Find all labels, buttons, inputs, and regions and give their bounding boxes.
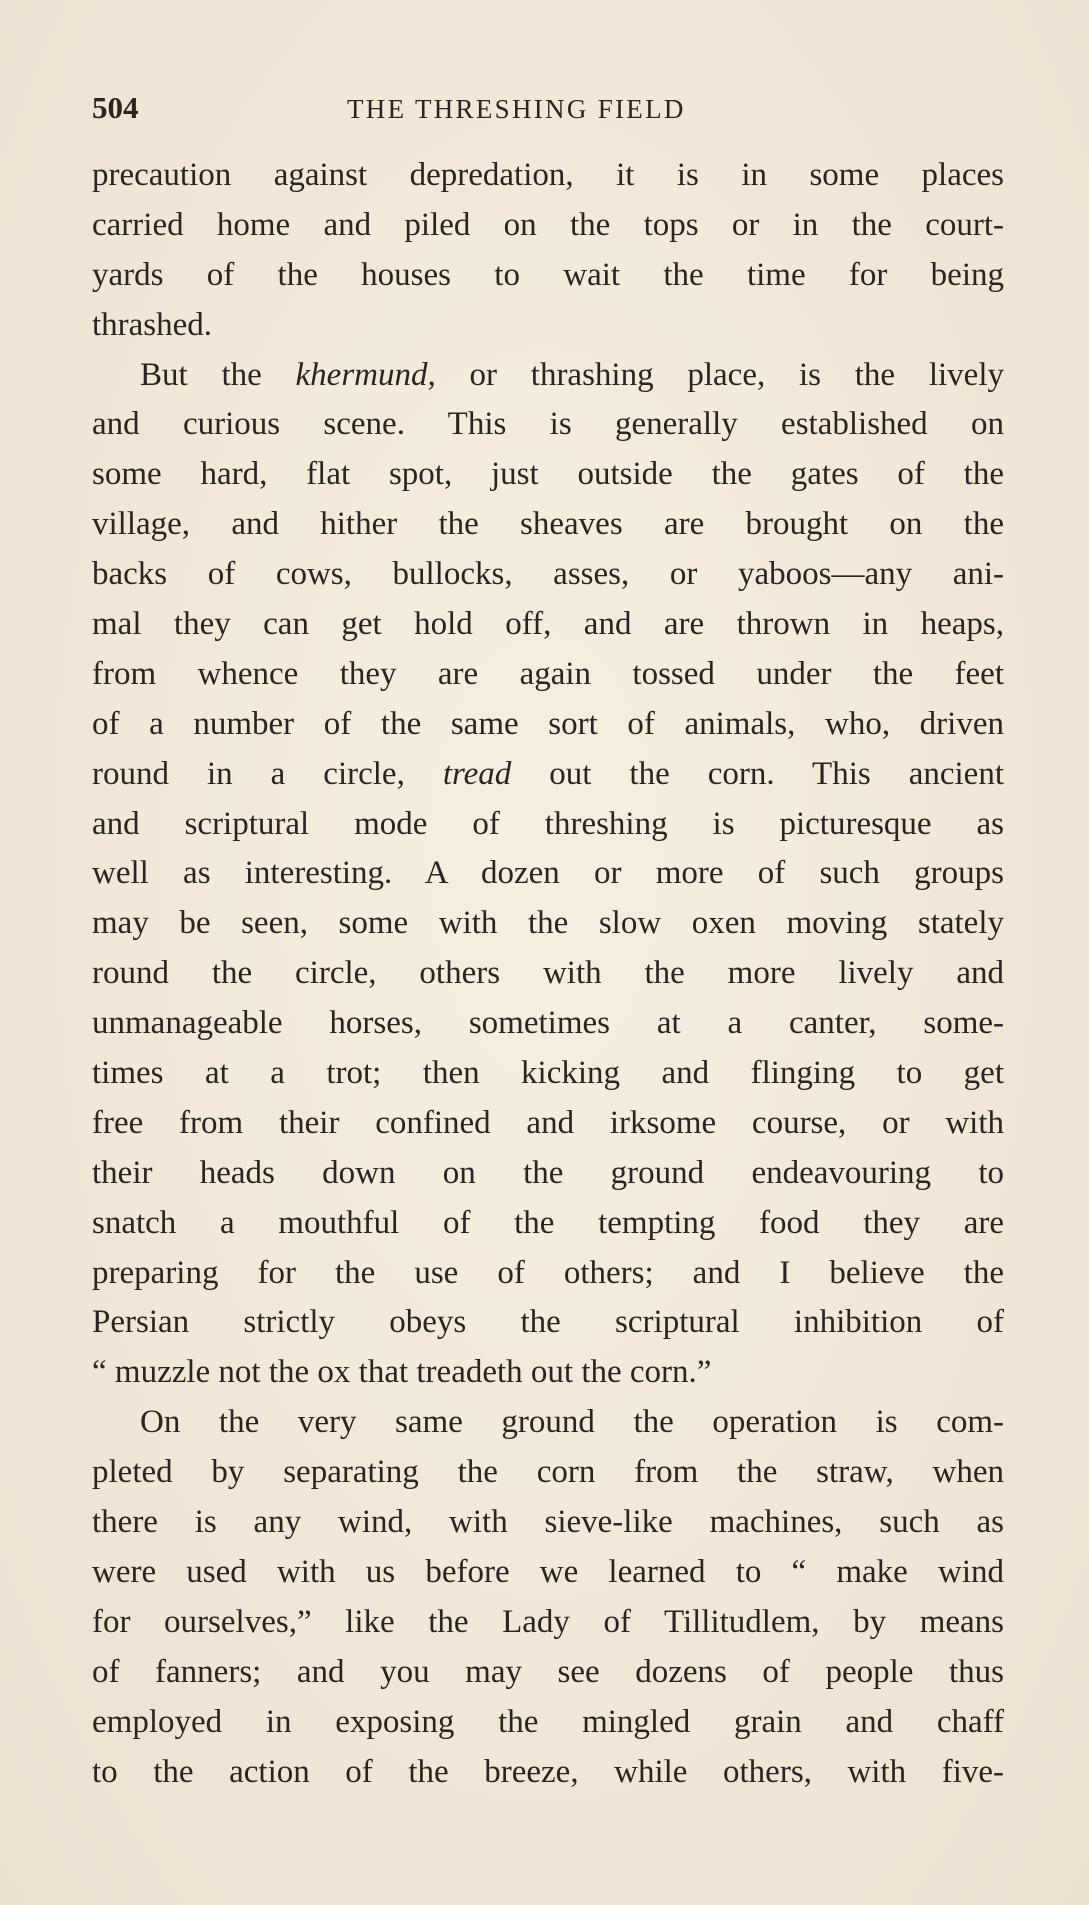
text-line	[92, 750, 1004, 800]
running-head	[92, 88, 1002, 128]
text-line: times at a trot; then kicking and flinging to get	[92, 1055, 1004, 1092]
text-line: Persian strictly obeys the scriptural inhibition of	[92, 1304, 1004, 1341]
chapter-title: THE THRESHING FIELD	[347, 94, 686, 124]
text-line: round the circle, others with the more lively and	[92, 955, 1004, 992]
text-line: from whence they are again tossed under the feet	[92, 655, 1004, 692]
text-line: of fanners; and you may see dozens of people thus	[92, 1653, 1004, 1690]
text-line: their heads down on the ground endeavouring to	[92, 1154, 1004, 1191]
text-line: of a number of the same sort of animals, who, driven	[92, 705, 1004, 742]
line-text-end: or thrashing place, is the lively	[435, 356, 1004, 393]
text-line: were used with us before we learned to “ make wind	[92, 1553, 1004, 1590]
text-line: free from their confined and irksome course, or with	[92, 1104, 1004, 1141]
text-line: yards of the houses to wait the time for being	[92, 256, 1004, 293]
text-line: well as interesting. A dozen or more of such groups	[92, 855, 1004, 892]
text-line: to the action of the breeze, while others, with five-	[92, 1753, 1004, 1790]
line-text-start: But the	[140, 356, 296, 393]
text-line: may be seen, some with the slow oxen moving stately	[92, 905, 1004, 942]
text-line: On the very same ground the operation is com-	[140, 1404, 1004, 1441]
body-text	[92, 151, 1004, 1797]
italic-term: tread	[442, 755, 512, 792]
line-text-start: round in a circle,	[92, 755, 443, 792]
text-line: backs of cows, bullocks, asses, or yaboos—any ani-	[92, 556, 1004, 593]
text-line: “ muzzle not the ox that treadeth out the corn.”	[92, 1354, 712, 1391]
text-line	[92, 351, 1004, 401]
italic-term: khermund,	[295, 356, 436, 393]
text-line: mal they can get hold off, and are thrown in heaps,	[92, 606, 1004, 643]
text-line: some hard, flat spot, just outside the gates of the	[92, 456, 1004, 493]
text-line: precaution against depredation, it is in some places	[92, 157, 1004, 193]
text-line: thrashed.	[92, 306, 213, 343]
page-number: 504	[92, 90, 139, 125]
text-line: for ourselves,” like the Lady of Tillitudlem, by means	[92, 1603, 1004, 1640]
text-line: and scriptural mode of threshing is picturesque as	[92, 805, 1004, 842]
text-line: and curious scene. This is generally established on	[92, 406, 1004, 443]
text-line: unmanageable horses, sometimes at a canter, some-	[92, 1005, 1004, 1042]
text-line: pleted by separating the corn from the straw, when	[92, 1454, 1004, 1491]
text-line: carried home and piled on the tops or in the court-	[92, 206, 1004, 243]
text-line: village, and hither the sheaves are brought on the	[92, 506, 1004, 543]
line-text-end: out the corn. This ancient	[511, 755, 1004, 792]
text-line: snatch a mouthful of the tempting food they are	[92, 1204, 1004, 1241]
text-line: preparing for the use of others; and I believe the	[92, 1254, 1004, 1291]
text-line: employed in exposing the mingled grain and chaff	[92, 1703, 1004, 1740]
text-line: there is any wind, with sieve-like machines, such as	[92, 1504, 1004, 1541]
